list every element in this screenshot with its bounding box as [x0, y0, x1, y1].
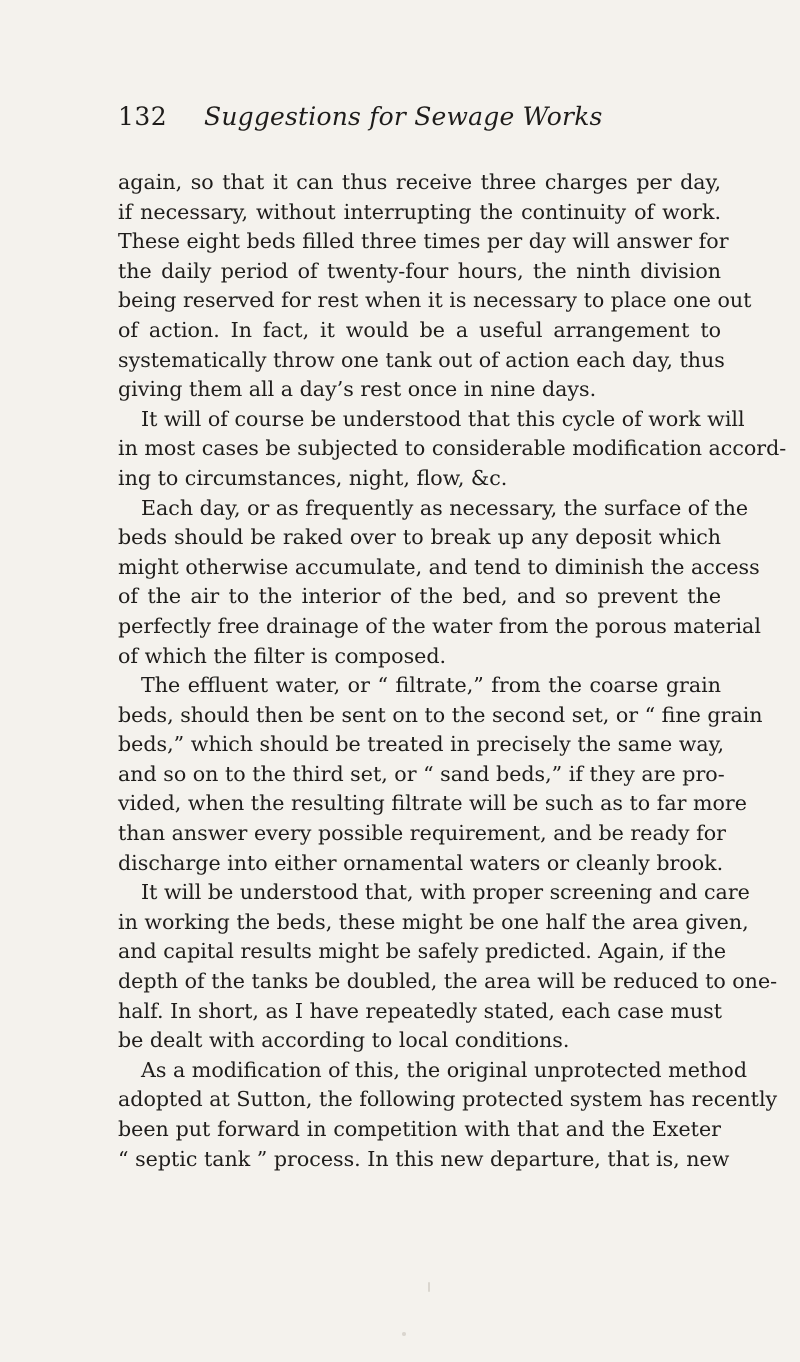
text-line: These eight beds filled three times per day will answer for — [118, 229, 729, 254]
text-line: “ septic tank ” process. In this new departure, that is, new — [118, 1146, 730, 1171]
text-line: It will of course be understood that this cycle of work will — [141, 406, 745, 431]
paper-speck — [428, 1282, 430, 1292]
text-line: if necessary, without interrupting the continuity of work. — [118, 199, 721, 224]
text-line: It will be understood that, with proper screening and care — [141, 880, 750, 905]
text-line: beds,” which should be treated in precisely the same way, — [118, 732, 725, 757]
text-line: ing to circumstances, night, flow, &c. — [118, 465, 508, 490]
text-line: of which the filter is composed. — [118, 643, 447, 668]
running-title: Suggestions for Sewage Works — [204, 102, 603, 131]
text-line: of the air to the interior of the bed, and so prevent the — [118, 584, 721, 609]
text-line: The effluent water, or “ filtrate,” from the coarse grain — [141, 673, 721, 698]
text-line: and so on to the third set, or “ sand beds,” if they are pro- — [118, 761, 725, 786]
text-line: being reserved for rest when it is necessary to place one out — [118, 288, 752, 313]
text-line: As a modification of this, the original unprotected method — [141, 1057, 747, 1082]
text-line: adopted at Sutton, the following protected system has recently — [118, 1087, 778, 1112]
text-line: Each day, or as frequently as necessary, the surface of the — [141, 495, 749, 520]
text-line: beds, should then be sent on to the second set, or “ fine grain — [118, 702, 763, 727]
paper-speck — [402, 1332, 406, 1336]
page-header — [118, 102, 718, 136]
body-text — [118, 168, 787, 1174]
page-number: 132 — [118, 102, 168, 131]
text-line: and capital results might be safely predicted. Again, if the — [118, 939, 727, 964]
text-line: the daily period of twenty-four hours, the ninth division — [118, 258, 721, 283]
text-line: half. In short, as I have repeatedly stated, each case must — [118, 998, 722, 1023]
text-line: again, so that it can thus receive three charges per day, — [118, 170, 721, 194]
text-line: discharge into either ornamental waters or cleanly brook. — [118, 850, 724, 875]
text-line: giving them all a day’s rest once in nine days. — [118, 377, 597, 402]
text-line: of action. In fact, it would be a useful arrangement to — [118, 317, 721, 342]
text-line: might otherwise accumulate, and tend to diminish the access — [118, 554, 760, 579]
text-line: systematically throw one tank out of action each day, thus — [118, 347, 725, 372]
text-line: perfectly free drainage of the water from the porous material — [118, 613, 761, 638]
text-line: depth of the tanks be doubled, the area will be reduced to one- — [118, 969, 778, 994]
text-line: than answer every possible requirement, and be ready for — [118, 821, 726, 846]
text-line: been put forward in competition with that and the Exeter — [118, 1117, 721, 1141]
text-line: vided, when the resulting filtrate will be such as to far more — [118, 791, 747, 816]
text-line: be dealt with according to local conditions. — [118, 1028, 570, 1053]
text-line: in most cases be subjected to considerable modification accord- — [118, 436, 787, 461]
text-line: beds should be raked over to break up any deposit which — [118, 525, 721, 550]
text-line: in working the beds, these might be one half the area given, — [118, 909, 749, 934]
